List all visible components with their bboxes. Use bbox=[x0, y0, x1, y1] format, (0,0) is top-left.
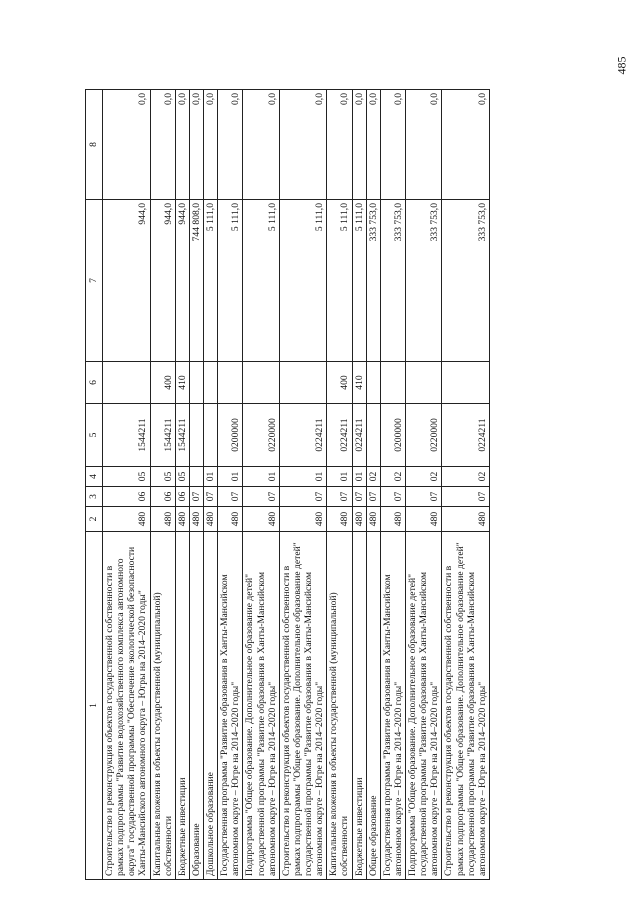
table-row bbox=[279, 90, 327, 880]
row-col6: 410 bbox=[175, 362, 189, 404]
row-col5: 0200000 bbox=[380, 404, 405, 467]
header-cell: 4 bbox=[86, 467, 103, 487]
row-col4: 05 bbox=[103, 467, 151, 487]
row-col8-amount: 0,0 bbox=[175, 90, 189, 200]
row-col2: 480 bbox=[189, 507, 203, 532]
row-description: Строительство и реконструкция объектов государственной собственности в рамках подпрограммы "Общее образование. Дополнительное образование детей" государственной программы "Развитие образования в Ханты-Мансийском автономном округе – Югре на 2014–2020 годы" bbox=[442, 532, 490, 880]
row-col7-amount: 5 111,0 bbox=[352, 200, 366, 362]
header-cell: 5 bbox=[86, 404, 103, 467]
row-description: Бюджетные инвестиции bbox=[352, 532, 366, 880]
row-col2: 480 bbox=[204, 507, 218, 532]
row-col7-amount: 333 753,0 bbox=[442, 200, 490, 362]
row-col6 bbox=[366, 362, 380, 404]
row-col7-amount: 944,0 bbox=[150, 200, 175, 362]
row-col3: 06 bbox=[150, 487, 175, 507]
header-cell: 3 bbox=[86, 487, 103, 507]
row-col4: 01 bbox=[352, 467, 366, 487]
row-col8-amount: 0,0 bbox=[366, 90, 380, 200]
row-col2: 480 bbox=[352, 507, 366, 532]
row-col4: 01 bbox=[243, 467, 279, 487]
row-col8-amount: 0,0 bbox=[189, 90, 203, 200]
row-col3: 07 bbox=[352, 487, 366, 507]
page-number-text: 485 bbox=[614, 56, 629, 74]
row-col3: 07 bbox=[243, 487, 279, 507]
row-col5 bbox=[366, 404, 380, 467]
row-col5: 0220000 bbox=[243, 404, 279, 467]
row-col4: 05 bbox=[175, 467, 189, 487]
row-col7-amount: 944,0 bbox=[103, 200, 151, 362]
table-row bbox=[175, 90, 189, 880]
table-row bbox=[406, 90, 442, 880]
row-description: Подпрограмма "Общее образование. Дополнительное образование детей" государственной программы "Развитие образования в Ханты-Мансийском автономном округе – Югре на 2014–2020 годы" bbox=[406, 532, 442, 880]
row-col5: 1544211 bbox=[103, 404, 151, 467]
table-row bbox=[352, 90, 366, 880]
row-col4: 02 bbox=[442, 467, 490, 487]
row-col8-amount: 0,0 bbox=[204, 90, 218, 200]
table-row bbox=[327, 90, 352, 880]
row-col5 bbox=[189, 404, 203, 467]
row-col6: 400 bbox=[327, 362, 352, 404]
row-col3: 07 bbox=[279, 487, 327, 507]
row-col3: 07 bbox=[327, 487, 352, 507]
row-col5: 0220000 bbox=[406, 404, 442, 467]
row-col3: 07 bbox=[366, 487, 380, 507]
row-description: Строительство и реконструкция объектов государственной собственности в рамках подпрограммы "Общее образование. Дополнительное образование детей" государственной программы "Развитие образования в Ханты-Мансийском автономном округе – Югре на 2014–2020 годы" bbox=[279, 532, 327, 880]
row-col5: 0224211 bbox=[442, 404, 490, 467]
row-col4: 01 bbox=[327, 467, 352, 487]
row-description: Образование bbox=[189, 532, 203, 880]
table-row bbox=[150, 90, 175, 880]
row-col6 bbox=[204, 362, 218, 404]
table-row bbox=[442, 90, 490, 880]
row-col7-amount: 333 753,0 bbox=[406, 200, 442, 362]
row-description: Государственная программа "Развитие образования в Ханты-Мансийском автономном округе – Югре на 2014–2020 годы" bbox=[380, 532, 405, 880]
row-col2: 480 bbox=[380, 507, 405, 532]
row-description: Дошкольное образование bbox=[204, 532, 218, 880]
row-description: Капитальные вложения в объекты государственной (муниципальной) собственности bbox=[150, 532, 175, 880]
row-col5: 0224211 bbox=[327, 404, 352, 467]
row-col8-amount: 0,0 bbox=[406, 90, 442, 200]
row-description: Капитальные вложения в объекты государственной (муниципальной) собственности bbox=[327, 532, 352, 880]
header-cell: 8 bbox=[86, 90, 103, 200]
row-col8-amount: 0,0 bbox=[279, 90, 327, 200]
row-col6 bbox=[442, 362, 490, 404]
row-col8-amount: 0,0 bbox=[243, 90, 279, 200]
row-col3: 07 bbox=[380, 487, 405, 507]
table-row bbox=[366, 90, 380, 880]
row-col3: 07 bbox=[204, 487, 218, 507]
row-col6 bbox=[279, 362, 327, 404]
header-cell: 1 bbox=[86, 532, 103, 880]
table-row bbox=[103, 90, 151, 880]
row-col6 bbox=[243, 362, 279, 404]
row-col5: 0224211 bbox=[279, 404, 327, 467]
row-description: Государственная программа "Развитие образования в Ханты-Мансийском автономном округе – Югре на 2014–2020 годы" bbox=[218, 532, 243, 880]
row-col6 bbox=[218, 362, 243, 404]
rotated-table-container bbox=[85, 90, 625, 880]
table-body bbox=[103, 90, 490, 880]
row-col7-amount: 5 111,0 bbox=[279, 200, 327, 362]
row-col8-amount: 0,0 bbox=[380, 90, 405, 200]
row-col3: 06 bbox=[103, 487, 151, 507]
row-col6 bbox=[189, 362, 203, 404]
row-col2: 480 bbox=[442, 507, 490, 532]
row-col6: 410 bbox=[352, 362, 366, 404]
row-col3: 07 bbox=[406, 487, 442, 507]
row-col2: 480 bbox=[279, 507, 327, 532]
table-row bbox=[204, 90, 218, 880]
row-description: Подпрограмма "Общее образование. Дополнительное образование детей" государственной программы "Развитие образования в Ханты-Мансийском автономном округе – Югре на 2014–2020 годы" bbox=[243, 532, 279, 880]
table-row bbox=[380, 90, 405, 880]
row-col2: 480 bbox=[175, 507, 189, 532]
row-col8-amount: 0,0 bbox=[442, 90, 490, 200]
row-col3: 06 bbox=[175, 487, 189, 507]
row-col3: 07 bbox=[442, 487, 490, 507]
table-row bbox=[218, 90, 243, 880]
row-col3: 07 bbox=[218, 487, 243, 507]
row-col4: 01 bbox=[279, 467, 327, 487]
row-col5: 1544211 bbox=[150, 404, 175, 467]
row-col5: 0224211 bbox=[352, 404, 366, 467]
row-col3: 07 bbox=[189, 487, 203, 507]
row-col8-amount: 0,0 bbox=[218, 90, 243, 200]
row-col7-amount: 5 111,0 bbox=[327, 200, 352, 362]
row-col8-amount: 0,0 bbox=[150, 90, 175, 200]
row-col8-amount: 0,0 bbox=[327, 90, 352, 200]
row-col7-amount: 744 808,0 bbox=[189, 200, 203, 362]
row-col7-amount: 333 753,0 bbox=[380, 200, 405, 362]
table-row bbox=[243, 90, 279, 880]
row-description: Общее образование bbox=[366, 532, 380, 880]
table-header-row bbox=[86, 90, 103, 880]
row-description: Бюджетные инвестиции bbox=[175, 532, 189, 880]
header-cell: 6 bbox=[86, 362, 103, 404]
row-col4: 01 bbox=[218, 467, 243, 487]
row-col2: 480 bbox=[327, 507, 352, 532]
row-col4: 02 bbox=[380, 467, 405, 487]
row-col5 bbox=[204, 404, 218, 467]
row-col7-amount: 5 111,0 bbox=[218, 200, 243, 362]
row-col4 bbox=[189, 467, 203, 487]
row-col7-amount: 5 111,0 bbox=[204, 200, 218, 362]
row-col5: 0200000 bbox=[218, 404, 243, 467]
row-col8-amount: 0,0 bbox=[103, 90, 151, 200]
row-col7-amount: 333 753,0 bbox=[366, 200, 380, 362]
row-col2: 480 bbox=[103, 507, 151, 532]
row-col2: 480 bbox=[150, 507, 175, 532]
row-col7-amount: 5 111,0 bbox=[243, 200, 279, 362]
row-col2: 480 bbox=[366, 507, 380, 532]
row-col6 bbox=[406, 362, 442, 404]
row-col8-amount: 0,0 bbox=[352, 90, 366, 200]
row-col4: 02 bbox=[406, 467, 442, 487]
header-cell: 7 bbox=[86, 200, 103, 362]
row-description: Строительство и реконструкция объектов государственной собственности в рамках подпрограммы "Развитие водохозяйственного комплекса автономного округа" государственной программы "Обеспечение экологической безопасности Ханты-Мансийского автономного округа – Югры на 2014–2020 годы" bbox=[103, 532, 151, 880]
row-col4: 02 bbox=[366, 467, 380, 487]
row-col6 bbox=[103, 362, 151, 404]
row-col5: 1544211 bbox=[175, 404, 189, 467]
row-col4: 05 bbox=[150, 467, 175, 487]
row-col6: 400 bbox=[150, 362, 175, 404]
row-col2: 480 bbox=[406, 507, 442, 532]
row-col4: 01 bbox=[204, 467, 218, 487]
row-col6 bbox=[380, 362, 405, 404]
table-row bbox=[189, 90, 203, 880]
budget-table bbox=[85, 89, 490, 880]
row-col2: 480 bbox=[243, 507, 279, 532]
page-number bbox=[614, 50, 630, 80]
row-col7-amount: 944,0 bbox=[175, 200, 189, 362]
header-cell: 2 bbox=[86, 507, 103, 532]
row-col2: 480 bbox=[218, 507, 243, 532]
